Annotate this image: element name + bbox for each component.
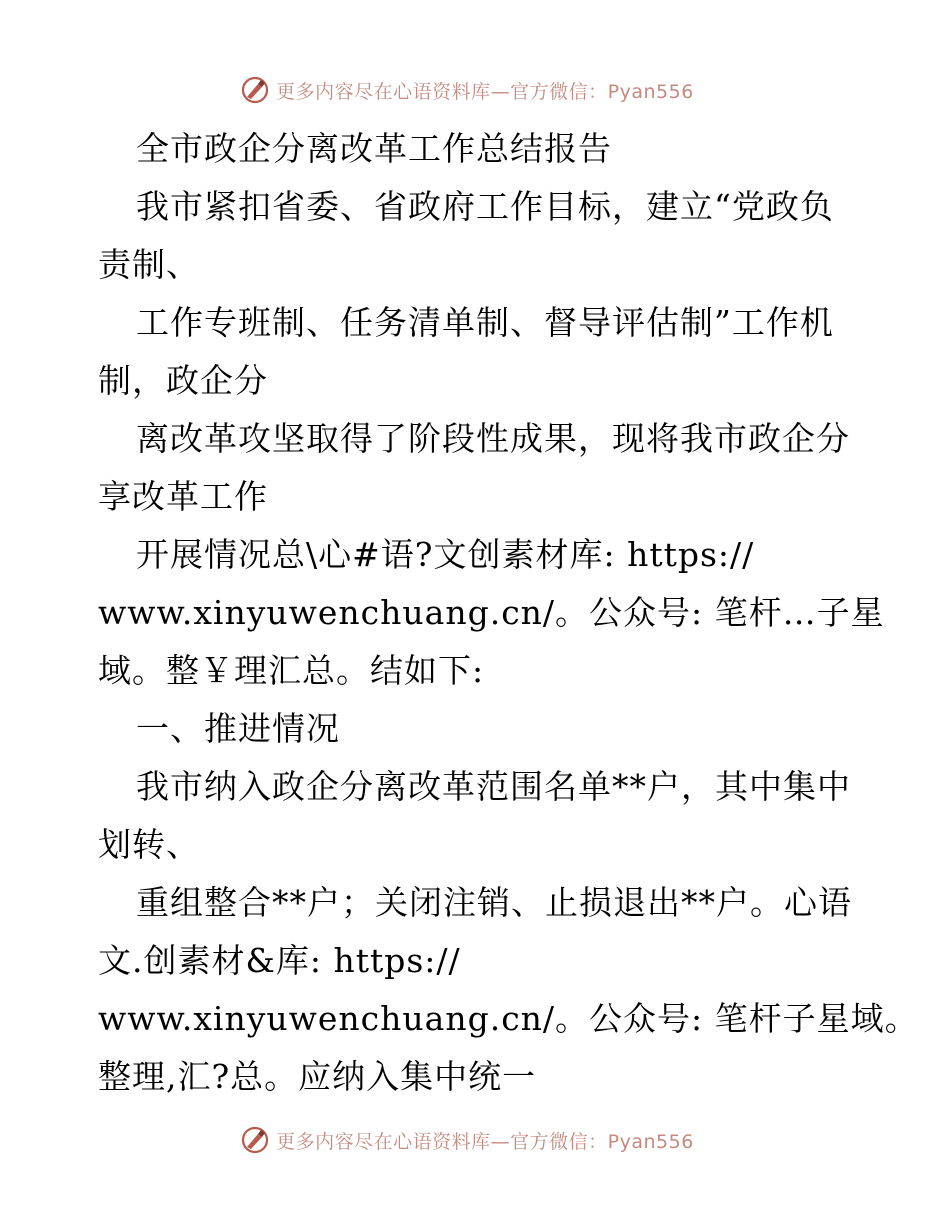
text-line: 整理,汇?总。应纳入集中统一: [98, 1057, 537, 1096]
watermark-group: [240, 75, 694, 105]
text-line: 划转、: [98, 825, 200, 864]
text-line: 我市紧扣省委、省政府工作目标，建立“党政负: [136, 187, 834, 226]
document-title: 全市政企分离改革工作总结报告: [136, 129, 612, 168]
text-line: 工作专班制、任务清单制、督导评估制”工作机: [136, 303, 834, 342]
header-watermark: [0, 72, 950, 108]
text-line: 文.创素材&库: https://: [98, 941, 461, 980]
text-line: 离改革攻坚取得了阶段性成果，现将我市政企分: [136, 419, 850, 458]
text-line: 责制、: [98, 245, 200, 284]
watermark-text: 更多内容尽在心语资料库—官方微信：Pyan556: [276, 1130, 694, 1153]
section-heading: 一、推进情况: [136, 709, 340, 748]
text-line: 开展情况总\心#语?文创素材库: https://: [136, 535, 755, 574]
pen-logo-icon: [240, 1125, 270, 1155]
footer-watermark: [0, 1122, 950, 1158]
watermark-text: 更多内容尽在心语资料库—官方微信：Pyan556: [276, 80, 694, 103]
pen-logo-icon: [240, 75, 270, 105]
text-line: 重组整合**户；关闭注销、止损退出**户。心语: [136, 883, 852, 922]
document-body: [98, 120, 919, 1106]
text-line: www.xinyuwenchuang.cn/。公众号: 笔杆…子星: [98, 593, 885, 632]
text-line: www.xinyuwenchuang.cn/。公众号: 笔杆子星域。: [98, 999, 919, 1038]
text-line: 享改革工作: [98, 477, 268, 516]
text-line: 制，政企分: [98, 361, 268, 400]
text-line: 我市纳入政企分离改革范围名单**户，其中集中: [136, 767, 851, 806]
watermark-group: [240, 1125, 694, 1155]
text-line: 域。整￥理汇总。结如下:: [98, 651, 485, 690]
